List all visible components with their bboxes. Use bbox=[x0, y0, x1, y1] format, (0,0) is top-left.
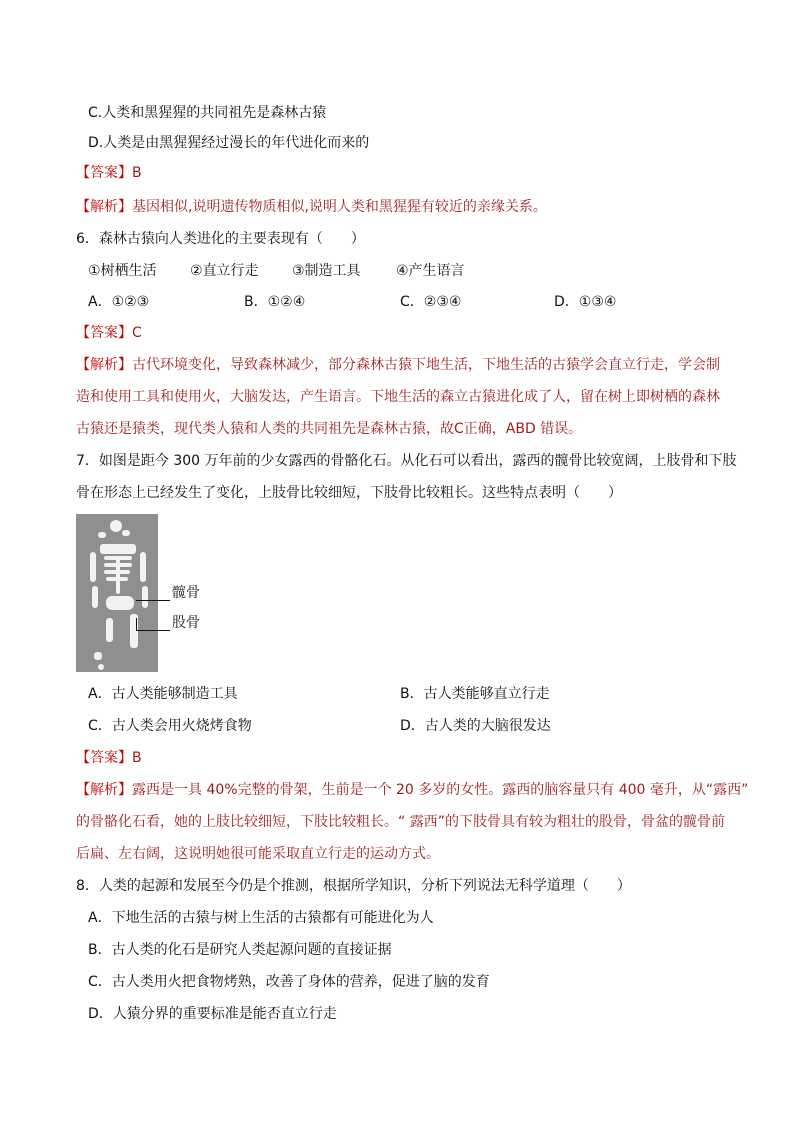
q6-item-4: ④产生语言 bbox=[396, 263, 465, 279]
q8-option-b: B．古人类的化石是研究人类起源问题的直接证据 bbox=[88, 942, 392, 958]
femur-label: 股骨 bbox=[172, 615, 200, 631]
q8-option-c: C．古人类用火把食物烤熟，改善了身体的营养，促进了脑的发育 bbox=[88, 974, 490, 990]
arm-bone-right bbox=[140, 552, 146, 582]
skull-fragment bbox=[110, 520, 122, 532]
forearm-bone bbox=[142, 586, 148, 608]
q6-option-b: B．①②④ bbox=[244, 294, 306, 310]
explanation-6-line-2: 造和使用工具和使用火，大脑发达，产生语言。下地生活的森立古猿进化成了人，留在树上即树栖的森林 bbox=[76, 389, 720, 405]
answer-6 bbox=[76, 323, 142, 343]
explanation-tag: 【解析】 bbox=[76, 782, 132, 798]
femur-pointer-line bbox=[136, 630, 170, 631]
answer-value: B bbox=[132, 750, 142, 766]
explanation-5 bbox=[76, 197, 547, 217]
femur-pointer-vertical bbox=[136, 618, 137, 630]
q7-option-c: C．古人类会用火烧烤食物 bbox=[88, 718, 252, 734]
answer-value: C bbox=[132, 325, 142, 341]
q6-item-3: ③制造工具 bbox=[292, 263, 361, 279]
question-6: 6．森林古猿向人类进化的主要表现有（ ） bbox=[76, 231, 365, 247]
shoulder-bone bbox=[100, 544, 136, 554]
forearm-bone bbox=[92, 586, 98, 608]
explanation-6-line-3: 古猿还是猿类，现代类人猿和人类的共同祖先是森林古猿，故C正确，ABD 错误。 bbox=[76, 421, 583, 437]
option-d-prev: D.人类是由黑猩猩经过漫长的年代进化而来的 bbox=[88, 135, 370, 151]
q6-item-1: ①树栖生活 bbox=[88, 263, 157, 279]
q6-item-2: ②直立行走 bbox=[190, 263, 259, 279]
question-7-line-1: 7．如图是距今 300 万年前的少女露西的骨骼化石。从化石可以看出，露西的髋骨比较宽阔，上肢骨和下肢 bbox=[76, 453, 737, 469]
bone-fragment bbox=[122, 530, 130, 536]
explanation-7-line-1 bbox=[76, 780, 748, 800]
option-c-prev: C.人类和黑猩猩的共同祖先是森林古猿 bbox=[88, 105, 327, 121]
answer-tag: 【答案】 bbox=[76, 165, 132, 181]
q8-option-a: A．下地生活的古猿与树上生活的古猿都有可能进化为人 bbox=[88, 910, 434, 926]
answer-tag: 【答案】 bbox=[76, 325, 132, 341]
q7-option-b: B．古人类能够直立行走 bbox=[400, 686, 550, 702]
bone-fragment bbox=[98, 532, 106, 538]
q6-option-d: D．①③④ bbox=[554, 294, 617, 310]
answer-7 bbox=[76, 748, 142, 768]
hip-bone bbox=[106, 596, 134, 610]
explanation-7-line-3: 后扁、左右阔，这说明她很可能采取直立行走的运动方式。 bbox=[76, 846, 440, 862]
answer-tag: 【答案】 bbox=[76, 750, 132, 766]
question-7-line-2: 骨在形态上已经发生了变化，上肢骨比较细短，下肢骨比较粗长。这些特点表明（ ） bbox=[76, 485, 622, 501]
hip-bone-label: 髋骨 bbox=[172, 585, 200, 601]
hip-pointer-line bbox=[136, 600, 170, 601]
spine bbox=[116, 558, 120, 594]
lucy-skeleton-figure bbox=[76, 514, 158, 672]
explanation-tag: 【解析】 bbox=[76, 199, 132, 215]
answer-value: B bbox=[132, 165, 142, 181]
explanation-tag: 【解析】 bbox=[76, 357, 132, 373]
q8-option-d: D．人猿分界的重要标准是能否直立行走 bbox=[88, 1006, 337, 1022]
q7-option-d: D．古人类的大脑很发达 bbox=[400, 718, 551, 734]
q7-option-a: A．古人类能够制造工具 bbox=[88, 686, 238, 702]
question-8: 8．人类的起源和发展至今仍是个推测，根据所学知识，分析下列说法无科学道理（ ） bbox=[76, 878, 631, 894]
explanation-text: 古代环境变化，导致森林减少，部分森林古猿下地生活，下地生活的古猿学会直立行走，学会制 bbox=[132, 357, 720, 373]
leg-bone bbox=[106, 618, 113, 642]
arm-bone-left bbox=[90, 552, 96, 582]
bone-fragment bbox=[94, 652, 102, 660]
bone-fragment bbox=[98, 664, 104, 670]
explanation-6-line-1 bbox=[76, 355, 720, 375]
explanation-7-line-2: 的骨骼化石看，她的上肢比较细短，下肢比较粗长。“ 露西”的下肢骨具有较为粗壮的股骨，骨盆的髋骨前 bbox=[76, 814, 725, 830]
q6-option-c: C．②③④ bbox=[400, 294, 462, 310]
answer-5 bbox=[76, 163, 142, 183]
explanation-text: 基因相似,说明遗传物质相似,说明人类和黑猩猩有较近的亲缘关系。 bbox=[132, 199, 547, 215]
explanation-text: 露西是一具 40%完整的骨架，生前是一个 20 多岁的女性。露西的脑容量只有 400 毫升，从“露西” bbox=[132, 782, 749, 798]
q6-option-a: A．①②③ bbox=[88, 294, 150, 310]
